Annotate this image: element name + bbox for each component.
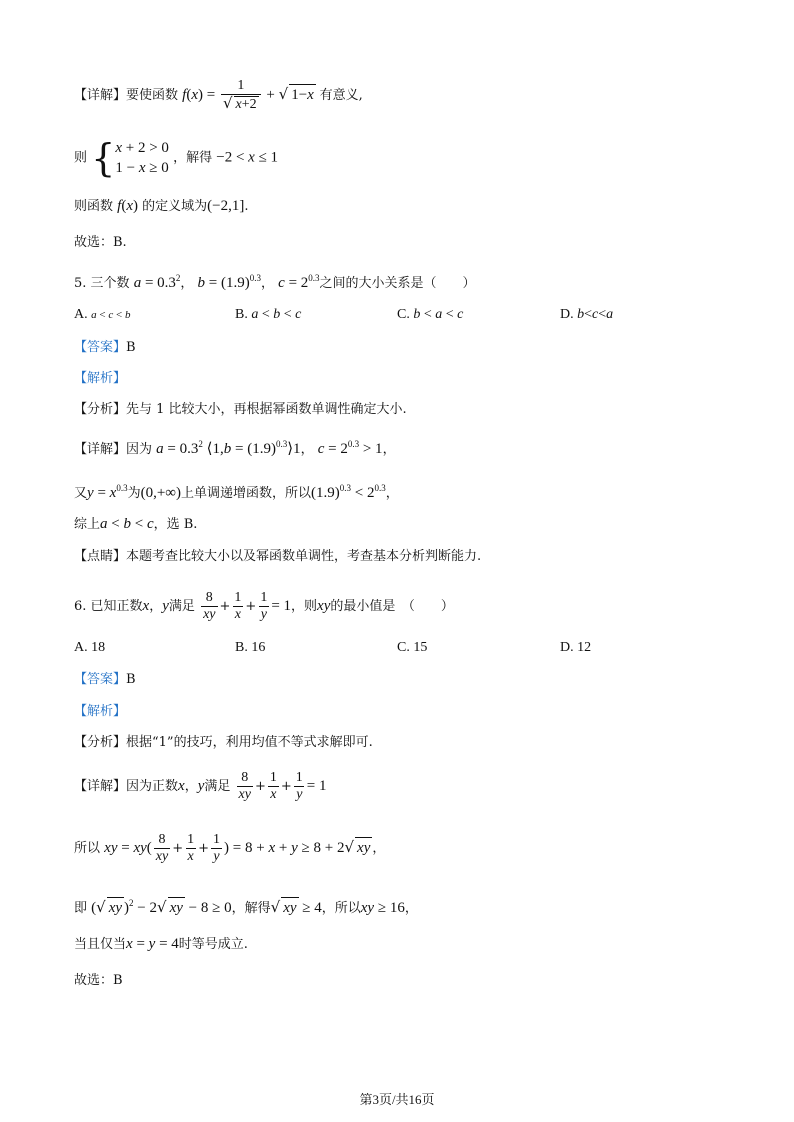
q5-analysis: 【分析】先与 1 比较大小，再根据幂函数单调性确定大小. xyxy=(74,402,407,417)
q5-option-c[interactable]: C. b < a < c xyxy=(397,307,464,322)
q6-answer: 【答案】B xyxy=(74,672,136,687)
q5-comment: 【点睛】本题考查比较大小以及幂函数单调性，考查基本分析判断能力. xyxy=(74,549,482,564)
q6-equality: 当且仅当x = y = 4时等号成立. xyxy=(74,936,248,952)
q6-derivation: 所以 xy = xy( $\frac{8}{xy}$ + $\frac{1}{x}$ + $\frac{1}{y}$ ) = 8 + x + y ≥ 8 + 2√ xy ， xyxy=(74,832,386,864)
q6-choice: 故选：B xyxy=(74,973,123,988)
q5-option-d[interactable]: D. b<c<a xyxy=(560,307,614,322)
q6-jiexi-tag: 【解析】 xyxy=(74,704,127,719)
q5-conclusion: 综上a < b < c，选 B. xyxy=(74,516,198,532)
q6-detail: 【详解】因为正数x，y满足 $\frac{8}{xy}$ + $\frac{1}{x}$ + $\frac{1}{y}$ = 1 xyxy=(74,770,327,802)
q4-system-line: 则 { x + 2 > 0 1 − x ≥ 0 ，解得 −2 < x ≤ 1 xyxy=(74,136,279,180)
q4-detail-line: 【详解】要使函数 f(x) = $\frac{1}{√ x+2}$ + √ 1−x 有意义, xyxy=(74,78,363,112)
q6-analysis: 【分析】根据“1”的技巧，利用均值不等式求解即可. xyxy=(74,735,373,750)
q5-option-a[interactable]: A. a < c < b xyxy=(74,307,131,322)
q6-option-a[interactable]: A. 18 xyxy=(74,640,106,655)
q6-stem: 6. 已知正数x，y满足 $\frac{8}{xy}$ + $\frac{1}{x}$ + $\frac{1}{y}$ = 1，则xy的最小值是 （ ） xyxy=(74,590,454,622)
q5-answer: 【答案】B xyxy=(74,340,136,355)
q4-domain-line: 则函数 f(x) 的定义域为(−2,1]. xyxy=(74,198,249,214)
q5-stem: 5. 三个数 $a = 0.3^2$， $b = (1.9)^{0.3}$， $c = 2^{0.3}$之间的大小关系是（ ） xyxy=(74,273,476,291)
page-footer: 第3页/共16页 xyxy=(359,1092,435,1107)
q5-jiexi-tag: 【解析】 xyxy=(74,371,127,386)
q5-detail: 【详解】因为 $a = 0.3^2$ ⟨1,b = $(1.9)^{0.3}⟩1$， $c = 2^{0.3} > 1$， xyxy=(74,439,396,457)
q4-choice: 故选：B. xyxy=(74,235,127,250)
q6-option-d[interactable]: D. 12 xyxy=(560,640,592,655)
q6-option-c[interactable]: C. 15 xyxy=(397,640,428,655)
inequality-system: { x + 2 > 0 1 − x ≥ 0 xyxy=(91,136,169,180)
q5-option-b[interactable]: B. a < b < c xyxy=(235,307,302,322)
q6-inequality: 即 (√ xy )$^2$ − 2√ xy − 8 ≥ 0，解得√ xy ≥ 4，所以xy ≥ 16， xyxy=(74,898,418,916)
q5-monotonic: 又$y = x^{0.3}$为(0,+∞)上单调递增函数，所以$(1.9)^{0.3} < 2^{0.3}$， xyxy=(74,483,399,501)
q6-option-b[interactable]: B. 16 xyxy=(235,640,266,655)
function-expression: f(x) = $\frac{1}{√ x+2}$ + √ 1−x xyxy=(182,78,314,112)
